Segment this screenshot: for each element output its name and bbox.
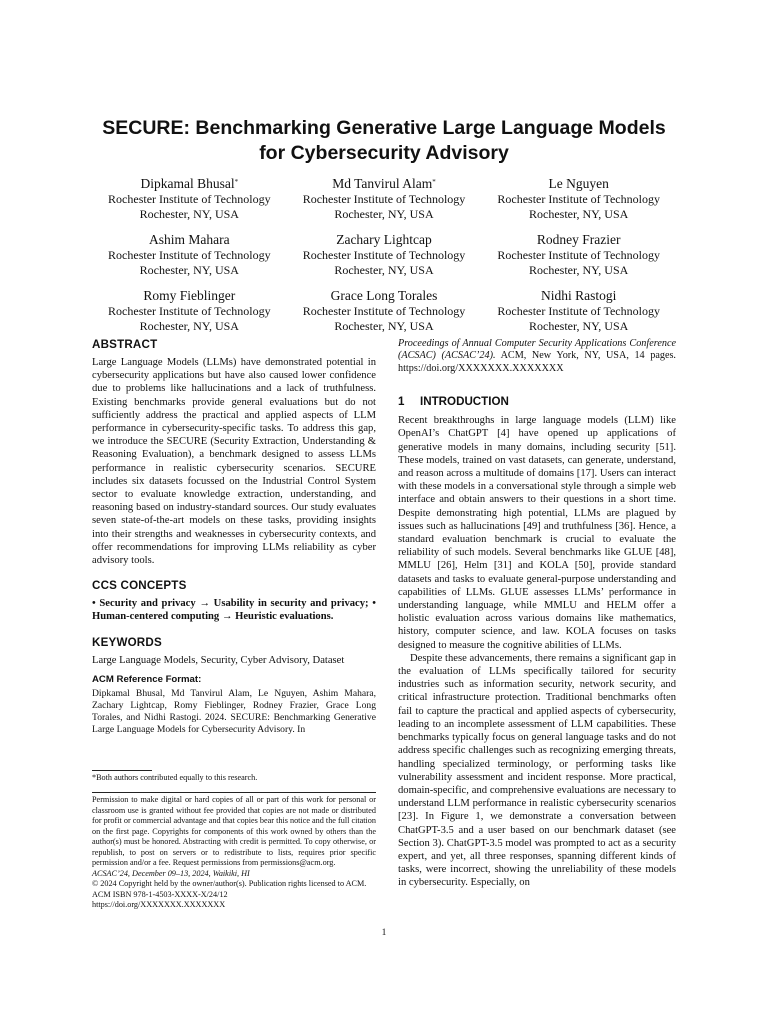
ccs-concepts-text: • Security and privacy → Usability in security and privacy; • Human-centered computing → Heuristic evaluations.	[92, 598, 376, 623]
right-column	[398, 338, 676, 890]
author-location: Rochester, NY, USA	[139, 206, 239, 221]
section-number: 1	[398, 395, 405, 409]
author-entry	[481, 287, 676, 333]
doi-link[interactable]: https://doi.org/XXXXXXX.XXXXXXX	[92, 900, 226, 909]
reference-format-text: Dipkamal Bhusal, Md Tanvirul Alam, Le Nguyen, Ashim Mahara, Zachary Lightcap, Romy Fieblinger, Rodney Frazier, Grace Long Torales, and Nidhi Rastogi. 2024. SECURE: Benchmarking Generative Large Language Models for Cybersecurity Advisory. In	[92, 688, 376, 736]
author-name: Romy Fieblinger	[143, 288, 236, 303]
abstract-text: Large Language Models (LLMs) have demonstrated potential in cybersecurity applications but have also caused lower confidence due to problems like hallucinations and a lack of truthfulness. Existing benchmarks provide general evaluations but do not sufficiently address the practical and applied aspects of LLM performance in cybersecurity-specific tasks. To address this gap, we introduce the SECURE (Security Extraction, Understanding & Reasoning Evaluation), a benchmark designed to assess LLMs performance in realistic cybersecurity scenarios. SECURE includes six datasets focussed on the Industrial Control System sector to evaluate knowledge extraction, understanding, and reasoning based on industry-standard sources. Our study evaluates seven state-of-the-art models on these tasks, providing insights into their strengths and weaknesses in cybersecurity contexts, and offer recommendations for improving LLMs reliability as cyber advisory tools.	[92, 357, 376, 567]
author-entry	[92, 175, 287, 221]
introduction-heading	[398, 395, 676, 409]
author-name: Md Tanvirul Alam*	[332, 176, 436, 191]
proceedings-details: ACM, New York, NY, USA, 14 pages. https://doi.org/XXXXXXX.XXXXXXX	[398, 350, 676, 374]
isbn-line: ACM ISBN 978-1-4503-XXXX-X/24/12	[92, 889, 228, 899]
author-affiliation: Rochester Institute of Technology	[108, 248, 271, 262]
author-entry	[481, 231, 676, 277]
author-affiliation: Rochester Institute of Technology	[302, 304, 466, 318]
proceedings-title: Proceedings of Annual Computer Security Applications Conference (ACSAC) (ACSAC’24).	[398, 338, 676, 362]
permission-statement: Permission to make digital or hard copies of all or part of this work for personal or classroom use is granted without fee provided that copies are not made or distributed for profit or commercial advantage and that copies bear this notice and the full citation on the first page. Copyrights for components of this work owned by others than the author(s) must be honored. Abstracting with credit is permitted. To copy otherwise, or republish, to post on servers or to redistribute to lists, requires prior specific permission and/or a fee. Request permissions from permissions@acm.org.	[92, 795, 376, 867]
author-name: Ashim Mahara	[149, 232, 230, 247]
author-entry	[481, 175, 676, 221]
author-affiliation: Rochester Institute of Technology	[302, 192, 466, 206]
equal-contribution-footnote: *Both authors contributed equally to this research.	[92, 773, 258, 782]
introduction-body	[398, 414, 676, 889]
author-name: Le Nguyen	[548, 176, 609, 191]
author-location: Rochester, NY, USA	[529, 318, 629, 333]
author-affiliation: Rochester Institute of Technology	[497, 304, 660, 318]
copyright-line: © 2024 Copyright held by the owner/author(s). Publication rights licensed to ACM.	[92, 879, 367, 888]
abstract-heading: ABSTRACT	[92, 338, 158, 351]
permission-block	[92, 792, 376, 911]
paper-title: SECURE: Benchmarking Generative Large Language Models for Cybersecurity Advisory	[102, 117, 666, 164]
author-entry	[287, 175, 482, 221]
author-location: Rochester, NY, USA	[139, 318, 239, 333]
permission-rule	[92, 792, 376, 793]
page-number: 1	[381, 928, 387, 938]
introduction-paragraph: Despite these advancements, there remains a significant gap in the evaluation of LLMs specifically tailored for security industries such as information security, network security, and critical infrastructure protection. Traditional benchmarks often fail to capture the practical and applied aspects of cybersecurity, leading to an incomplete assessment of LLM capabilities. These benchmarks typically focus on general language tasks and do not address specific challenges such as recognizing emerging threats, handling specialized terminology, or performing tasks like vulnerability assessment and incident response. More practical, domain-specific, and comprehensive evaluations are necessary to understand LLM performance in realistic cybersecurity scenarios [23]. In Figure 1, we demonstrate a conversation between ChatGPT-3.5 and a user based on our benchmark dataset (see Section 3). ChatGPT-3.5 model was prompted to act as a security expert, and yet, all three responses, spanning different kinds of tasks, were incorrect, showing the unreliability of these models in cybersecurity. Especially, on	[398, 652, 676, 889]
author-location: Rochester, NY, USA	[334, 206, 434, 221]
author-affiliation: Rochester Institute of Technology	[302, 248, 466, 262]
author-name: Grace Long Torales	[330, 288, 438, 303]
keywords-text: Large Language Models, Security, Cyber Advisory, Dataset	[92, 654, 345, 666]
section-title: INTRODUCTION	[420, 395, 509, 409]
introduction-paragraph: Recent breakthroughs in large language models (LLM) like OpenAI’s ChatGPT [4] have opened up applications of generative models in many domains, including security [51]. These models, trained on vast datasets, can generate, understand, and reason across a multitude of domains [17]. Users can interact with these models in a conversational style through a simple web interface and obtain answers to their questions in a short time. Despite demonstrating high potential, LLMs are plagued by issues such as hallucinations [49] and truthfulness [36]. Hence, a standard evaluation benchmark is crucial to evaluate the reliability of such models. Several benchmarks like GLUE [48], MMLU [26], Helm [31] and KOLA [50], provide standard datasets and tasks to evaluate general-purpose understanding and capabilities of LLMs. GLUE assesses LLMs’ performance in understanding language, while MMLU and HELM offer a holistic evaluation across various domains like mathematics, history, computer science, and law. KOLA focuses on tasks designed to measure the cognitive abilities of LLMs.	[398, 415, 676, 651]
author-entry	[92, 287, 287, 333]
equal-contribution-mark: *	[234, 178, 239, 186]
author-entry	[287, 287, 482, 333]
author-name: Rodney Frazier	[536, 232, 621, 247]
author-location: Rochester, NY, USA	[139, 262, 239, 277]
author-affiliation: Rochester Institute of Technology	[108, 192, 271, 206]
author-entry	[92, 231, 287, 277]
author-location: Rochester, NY, USA	[334, 262, 434, 277]
author-location: Rochester, NY, USA	[529, 262, 629, 277]
footnote-rule	[92, 770, 152, 771]
author-name: Nidhi Rastogi	[540, 288, 617, 303]
author-entry	[287, 231, 482, 277]
author-block	[92, 175, 676, 333]
footnote-area	[92, 770, 376, 784]
proceedings-citation	[398, 338, 676, 375]
conference-line: ACSAC’24, December 09–13, 2024, Waikiki, HI	[92, 868, 250, 878]
ccs-concepts-heading: CCS CONCEPTS	[92, 579, 187, 593]
author-name: Dipkamal Bhusal*	[140, 176, 239, 191]
author-affiliation: Rochester Institute of Technology	[497, 192, 660, 206]
author-affiliation: Rochester Institute of Technology	[108, 304, 271, 318]
reference-format-heading: ACM Reference Format:	[92, 673, 202, 685]
author-location: Rochester, NY, USA	[529, 206, 629, 221]
author-location: Rochester, NY, USA	[334, 318, 434, 333]
keywords-heading: KEYWORDS	[92, 635, 162, 649]
left-column	[92, 338, 376, 736]
equal-contribution-mark: *	[432, 178, 436, 186]
author-affiliation: Rochester Institute of Technology	[497, 248, 660, 262]
author-name: Zachary Lightcap	[336, 232, 432, 247]
